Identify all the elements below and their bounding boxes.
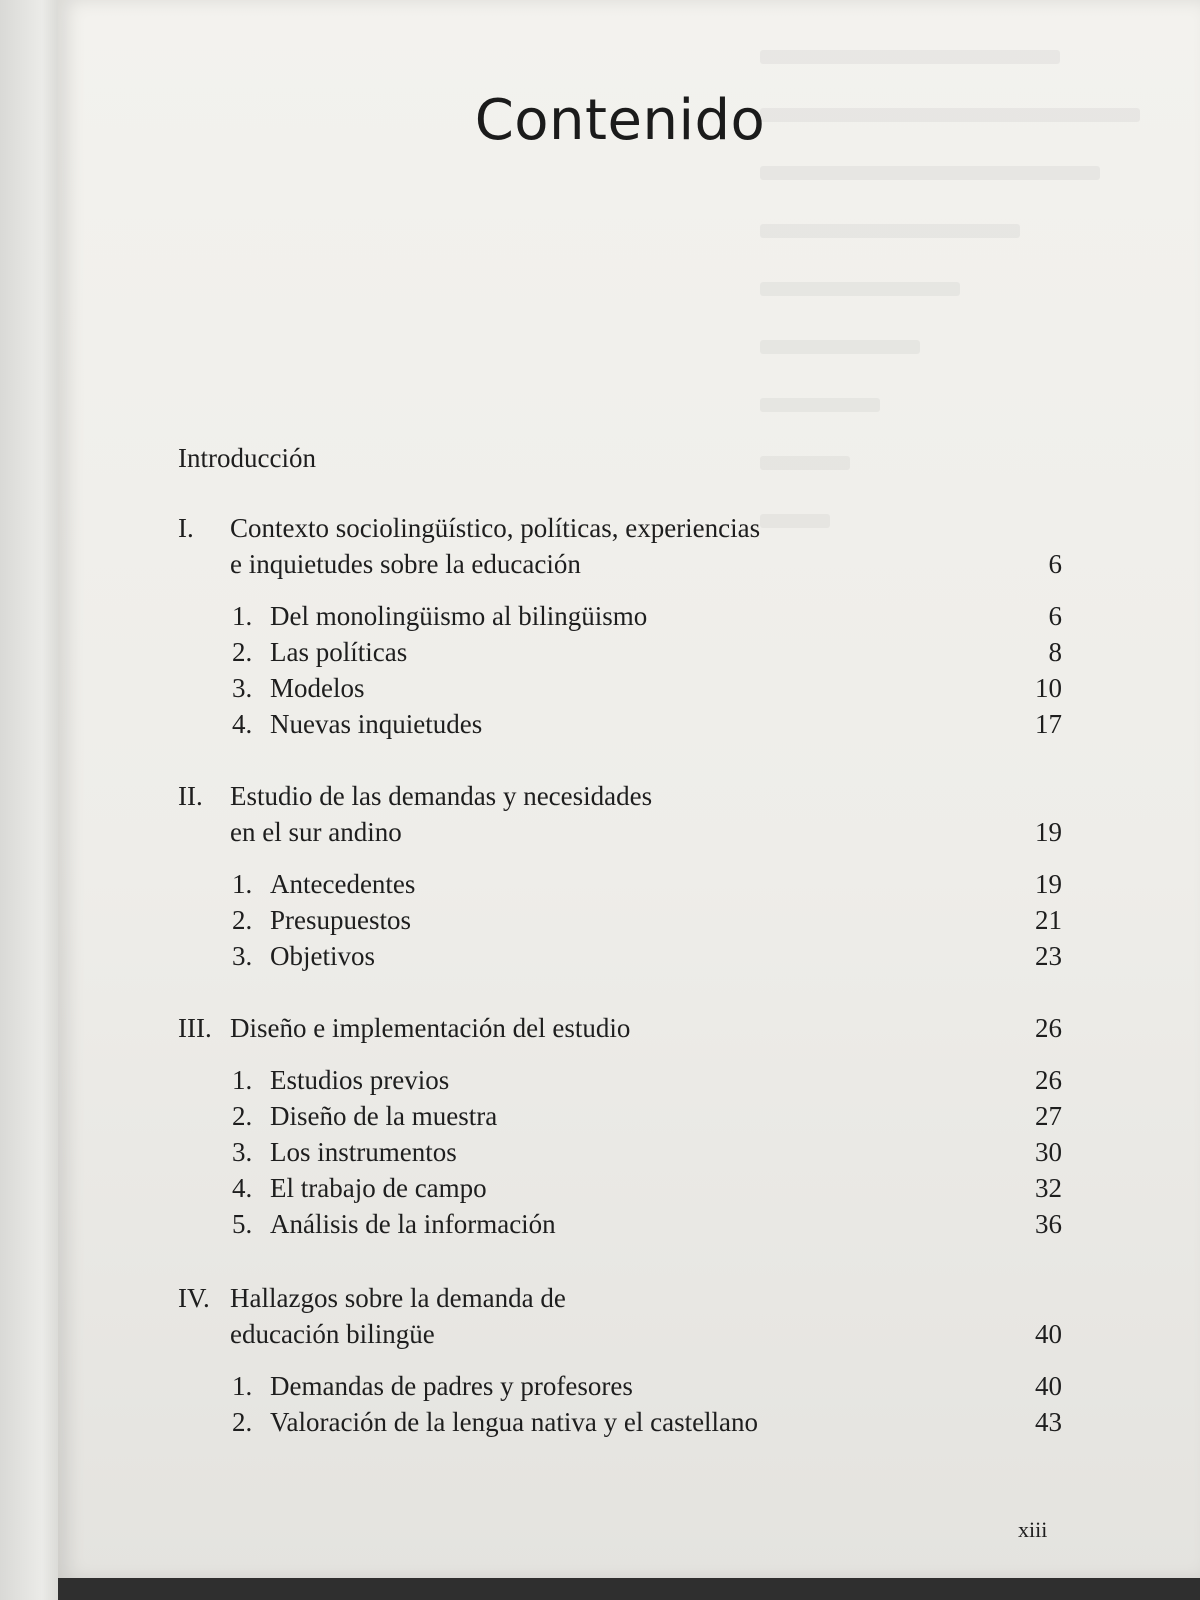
toc-item — [232, 634, 1062, 670]
toc-chapter-3 — [178, 1010, 1062, 1046]
item-page: 40 — [1035, 1371, 1062, 1401]
item-title: Presupuestos — [270, 905, 411, 935]
item-page: 6 — [1048, 601, 1062, 631]
toc-item — [232, 1134, 1062, 1170]
item-number: 4. — [232, 709, 253, 739]
item-page: 8 — [1048, 637, 1062, 667]
chapter-title-line2: e inquietudes sobre la educación — [230, 549, 581, 579]
toc-chapter-1 — [178, 510, 1062, 546]
item-number: 1. — [232, 869, 253, 899]
chapter-title-line1: Contexto sociolingüístico, políticas, experiencias — [230, 513, 761, 543]
item-title: Los instrumentos — [270, 1137, 457, 1167]
chapter-page: 40 — [1035, 1319, 1062, 1349]
chapter-number: III. — [178, 1013, 212, 1043]
chapter-title-line1: Hallazgos sobre la demanda de — [230, 1283, 566, 1313]
item-title: Estudios previos — [270, 1065, 450, 1095]
toc-chapter-4-cont — [178, 1316, 1062, 1352]
page-title: Contenido — [474, 88, 766, 153]
toc-chapter-4 — [178, 1280, 1062, 1316]
toc-item — [232, 1062, 1062, 1098]
item-number: 4. — [232, 1173, 253, 1203]
item-page: 17 — [1035, 709, 1062, 739]
toc-intro — [178, 440, 1062, 476]
item-page: 10 — [1035, 673, 1062, 703]
item-page: 32 — [1035, 1173, 1062, 1203]
toc-item — [232, 1098, 1062, 1134]
toc-item — [232, 938, 1062, 974]
item-number: 3. — [232, 673, 253, 703]
toc-item — [232, 706, 1062, 742]
item-page: 43 — [1035, 1407, 1062, 1437]
item-page: 26 — [1035, 1065, 1062, 1095]
chapter-number: IV. — [178, 1283, 210, 1313]
toc-item — [232, 1206, 1062, 1242]
toc-chapter-2 — [178, 778, 1062, 814]
toc-item — [232, 598, 1062, 634]
chapter-page: 19 — [1035, 817, 1062, 847]
toc-chapter-1-cont — [178, 546, 1062, 582]
item-title: Nuevas inquietudes — [270, 709, 483, 739]
item-number: 2. — [232, 1407, 253, 1437]
chapter-page: 6 — [1048, 549, 1062, 579]
toc-chapter-2-cont — [178, 814, 1062, 850]
item-title: Objetivos — [270, 941, 375, 971]
chapter-number: II. — [178, 781, 203, 811]
item-page: 27 — [1035, 1101, 1062, 1131]
item-page: 36 — [1035, 1209, 1062, 1239]
item-page: 21 — [1035, 905, 1062, 935]
item-title: El trabajo de campo — [270, 1173, 487, 1203]
chapter-title-line2: educación bilingüe — [230, 1319, 435, 1349]
toc-item — [232, 1170, 1062, 1206]
page-folio: xiii — [1018, 1517, 1048, 1542]
chapter-number: I. — [178, 513, 194, 543]
item-title: Modelos — [270, 673, 365, 703]
item-title: Demandas de padres y profesores — [270, 1371, 633, 1401]
item-title: Análisis de la información — [270, 1209, 556, 1239]
item-title: Valoración de la lengua nativa y el castellano — [270, 1407, 759, 1437]
item-number: 2. — [232, 1101, 253, 1131]
chapter-title-line2: en el sur andino — [230, 817, 402, 847]
chapter-title-line1: Diseño e implementación del estudio — [230, 1013, 631, 1043]
item-number: 2. — [232, 905, 253, 935]
item-page: 23 — [1035, 941, 1062, 971]
item-number: 1. — [232, 601, 253, 631]
item-page: 19 — [1035, 869, 1062, 899]
toc-intro-label: Introducción — [178, 443, 316, 473]
toc-item — [232, 866, 1062, 902]
item-number: 1. — [232, 1065, 253, 1095]
item-title: Antecedentes — [270, 869, 416, 899]
toc-item — [232, 670, 1062, 706]
item-title: Las políticas — [270, 637, 408, 667]
item-number: 2. — [232, 637, 253, 667]
item-title: Del monolingüismo al bilingüismo — [270, 601, 648, 631]
chapter-title-line1: Estudio de las demandas y necesidades — [230, 781, 653, 811]
item-number: 3. — [232, 1137, 253, 1167]
chapter-page: 26 — [1035, 1013, 1062, 1043]
item-page: 30 — [1035, 1137, 1062, 1167]
item-number: 5. — [232, 1209, 253, 1239]
page-bottom-edge — [58, 1578, 1200, 1600]
item-number: 1. — [232, 1371, 253, 1401]
toc-item — [232, 1368, 1062, 1404]
item-title: Diseño de la muestra — [270, 1101, 498, 1131]
toc-item — [232, 1404, 1062, 1440]
item-number: 3. — [232, 941, 253, 971]
toc-item — [232, 902, 1062, 938]
